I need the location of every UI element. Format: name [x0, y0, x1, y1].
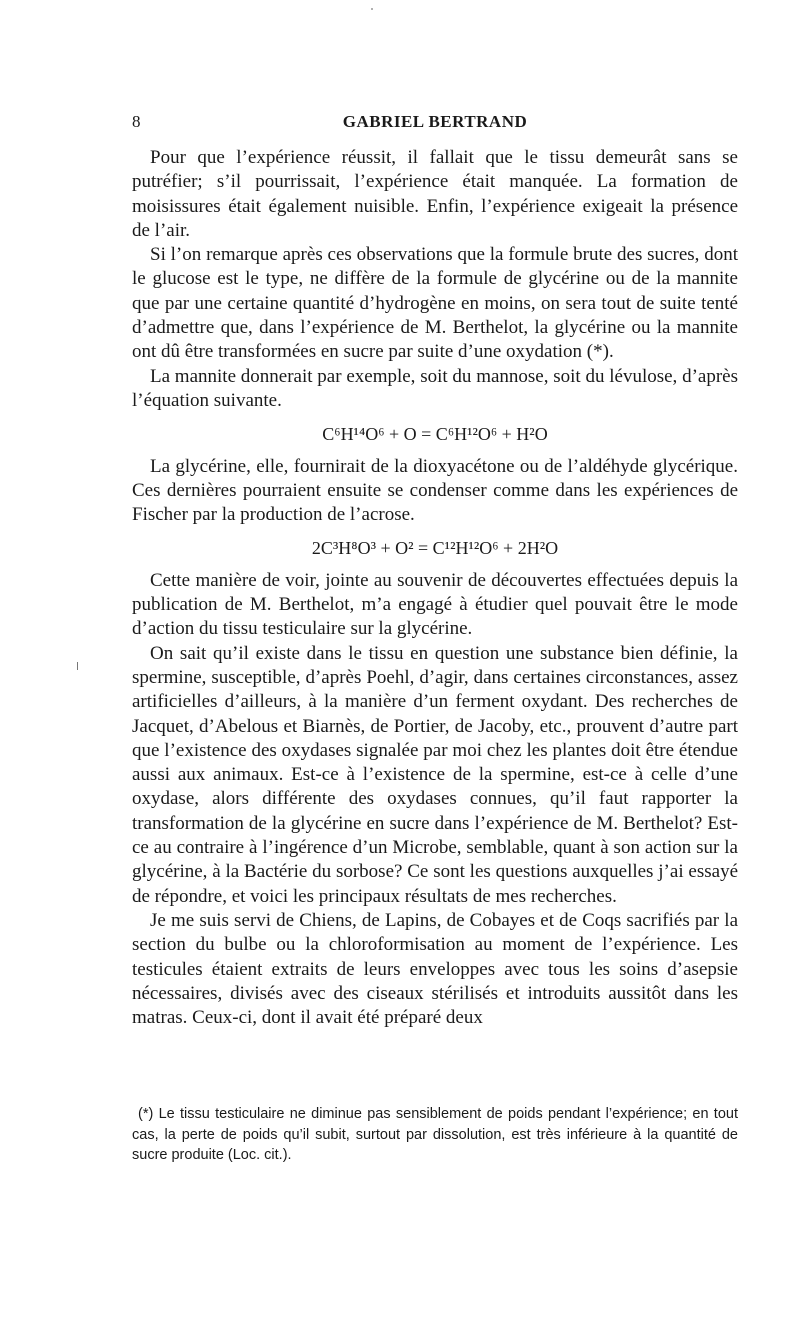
body-text	[132, 146, 738, 1030]
paragraph: Pour que l’expérience réussit, il fallait que le tissu demeurât sans se putréfier; s’il pourrissait, l’expérience était manquée. La formation de moisissures était également nuisible. Enfin, l’expérience exigeait la présence de l’air.	[132, 147, 738, 241]
footnote-text: (*) Le tissu testiculaire ne diminue pas sensiblement de poids pendant l’expérience; en tout cas, la perte de poids qu’il subit, surtout par dissolution, est très inférieure à la quantité de sucre produite (Loc. cit.).	[132, 1106, 738, 1163]
chemical-equation: 2C³H⁸O³ + O² = C¹²H¹²O⁶ + 2H²O	[311, 538, 559, 559]
running-head: GABRIEL BERTRAND	[342, 112, 528, 131]
page-header	[132, 112, 738, 136]
paragraph: La glycérine, elle, fournirait de la dioxyacétone ou de l’aldéhyde glycérique. Ces dernières pourraient ensuite se condenser comme dans les expériences de Fischer par la production de l’acrose.	[132, 455, 738, 526]
paragraph: Si l’on remarque après ces observations que la formule brute des sucres, dont le glucose est le type, ne diffère de la formule de glycérine ou de la mannite que par une certaine quantité d’hydrogène en moins, on sera tout de suite tenté d’admettre que, dans l’expérience de M. Berthelot, la glycérine ou la mannite ont dû être transformées en sucre par suite d’une oxydation (*).	[132, 244, 738, 363]
page-number: 8	[132, 112, 141, 131]
paragraph: Je me suis servi de Chiens, de Lapins, de Cobayes et de Coqs sacrifiés par la section du bulbe ou la chloroformisation au moment de l’expérience. Les testicules étaient extraits de leurs enveloppes avec tous les soins d’asepsie nécessaires, divisés avec des ciseaux stérilisés et introduits aussitôt dans les matras. Ceux-ci, dont il avait été préparé deux	[132, 909, 738, 1029]
scan-dot-mark	[371, 8, 373, 10]
footnote	[132, 1104, 738, 1166]
margin-tick-mark	[77, 662, 78, 670]
paragraph: On sait qu’il existe dans le tissu en question une substance bien définie, la spermine, susceptible, d’après Poehl, d’agir, dans certaines circonstances, assez artificielles d’ailleurs, à la manière d’un ferment oxydant. Des recherches de Jacquet, d’Abelous et Biarnès, de Portier, de Jacoby, etc., prouvent d’autre part que l’existence des oxydases signalée par moi chez les plantes doit être étendue aussi aux animaux. Est-ce à l’existence de la spermine, est-ce à celle d’une oxydase, alors différente des oxydases connues, qu’il faut rapporter la transformation de la glycérine en sucre dans l’expérience de M. Berthelot? Est-ce au contraire à l’ingérence d’un Microbe, semblable, quant à son action sur la glycérine, à la Bactérie du sorbose? Ce sont les questions auxquelles j’ai essayé de répondre, et voici les principaux résultats de mes recherches.	[132, 642, 738, 907]
chemical-equation: C⁶H¹⁴O⁶ + O = C⁶H¹²O⁶ + H²O	[322, 424, 548, 445]
paragraph: Cette manière de voir, jointe au souvenir de découvertes effectuées depuis la publication de M. Berthelot, m’a engagé à étudier quel pouvait être le mode d’action du tissu testiculaire sur la glycérine.	[132, 569, 738, 640]
paragraph: La mannite donnerait par exemple, soit du mannose, soit du lévulose, d’après l’équation suivante.	[132, 365, 738, 411]
